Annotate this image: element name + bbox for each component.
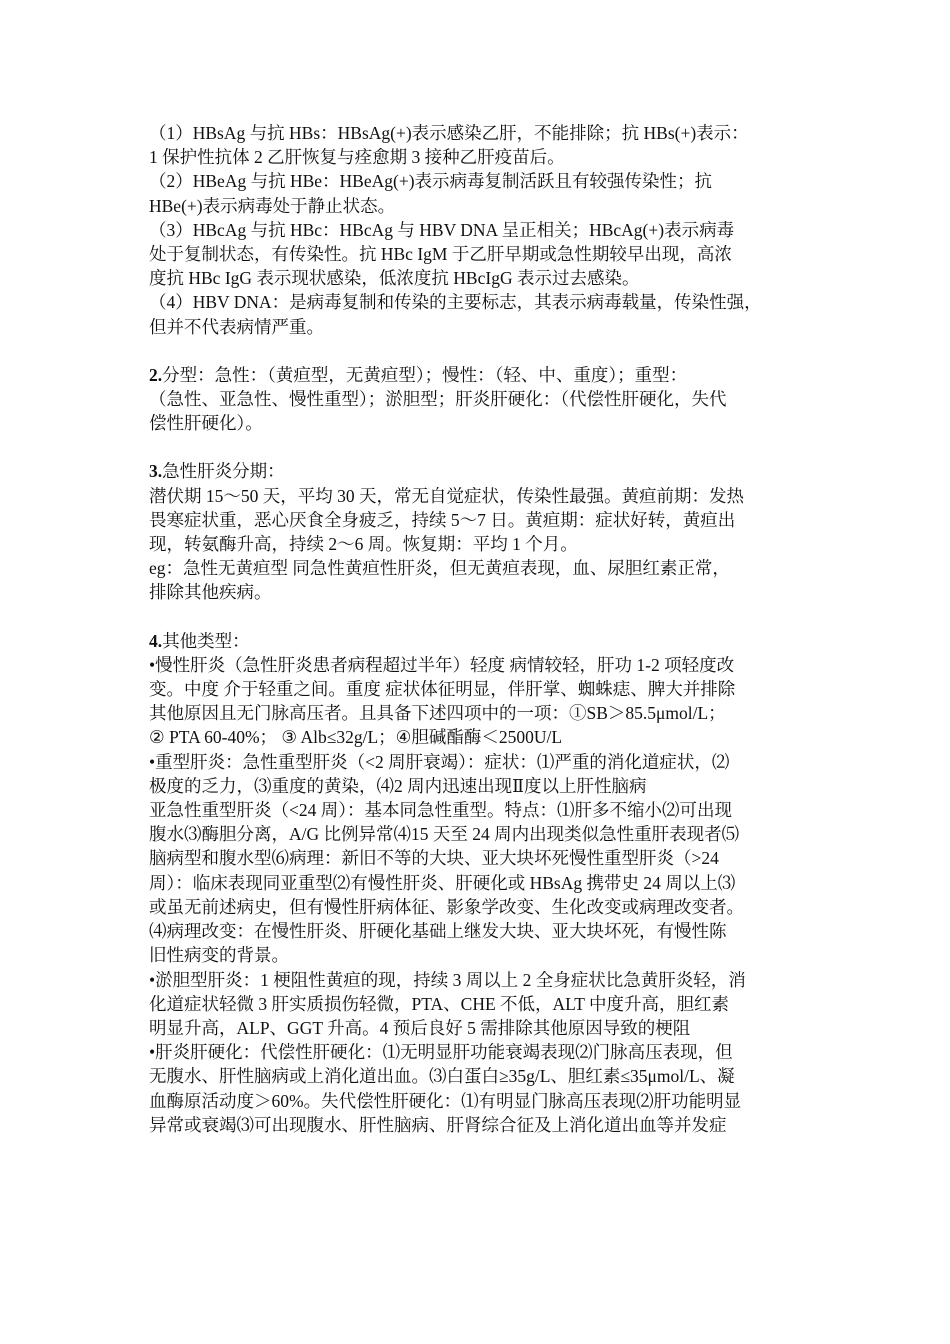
text-line: •肝炎肝硬化：代偿性肝硬化：⑴无明显肝功能衰竭表现⑵门脉高压表现，但 [149, 1042, 733, 1063]
paragraph-gap [149, 605, 829, 629]
text-line: 血酶原活动度＞60%。失代偿性肝硬化：⑴有明显门脉高压表现⑵肝功能明显 [149, 1090, 742, 1111]
section-number: 3. [149, 461, 163, 482]
text-line: （4）HBV DNA：是病毒复制和传染的主要标志，其表示病毒载量，传染性强， [149, 292, 762, 313]
section-classification [149, 363, 829, 436]
text-line: 异常或衰竭⑶可出现腹水、肝性脑病、肝肾综合征及上消化道出血等并发症 [149, 1114, 727, 1135]
paragraph-gap [149, 339, 829, 363]
text-line: •淤胆型肝炎：1 梗阻性黄疸的现，持续 3 周以上 2 全身症状比急黄肝炎轻，消 [149, 969, 746, 990]
text-line: （3）HBcAg 与抗 HBc：HBcAg 与 HBV DNA 呈正相关；HBcAg(+)表示病毒 [149, 219, 735, 240]
text-line: HBe(+)表示病毒处于静止状态。 [149, 195, 396, 216]
text-line: 畏寒症状重，恶心厌食全身疲乏，持续 5～7 日。黄疸期：症状好转，黄疸出 [149, 509, 736, 530]
section-other-types [149, 629, 829, 1137]
text-line: （急性、亚急性、慢性重型）；淤胆型；肝炎肝硬化：（代偿性肝硬化，失代 [149, 389, 727, 410]
text-line: 或虽无前述病史，但有慢性肝病体征、影象学改变、生化改变或病理改变者。 [149, 896, 744, 917]
text-line: ⑷病理改变：在慢性肝炎、肝硬化基础上继发大块、亚大块坏死，有慢性陈 [149, 921, 727, 942]
text-line: 1 保护性抗体 2 乙肝恢复与痊愈期 3 接种乙肝疫苗后。 [149, 147, 565, 168]
text-line: 现，转氨酶升高，持续 2～6 周。恢复期：平均 1 个月。 [149, 534, 578, 555]
text-line: •慢性肝炎（急性肝炎患者病程超过半年）轻度 病情较轻，肝功 1-2 项轻度改 [149, 654, 735, 675]
section-heading [149, 629, 829, 653]
text-line [149, 363, 829, 387]
text-line: 旧性病变的背景。 [149, 945, 289, 966]
text-line: （2）HBeAg 与抗 HBe：HBeAg(+)表示病毒复制活跃且有较强传染性；抗 [149, 171, 713, 192]
text-line: 度抗 HBc IgG 表示现状感染，低浓度抗 HBcIgG 表示过去感染。 [149, 268, 640, 289]
text-line: 极度的乏力，⑶重度的黄染，⑷2 周内迅速出现Ⅱ度以上肝性脑病 [149, 775, 647, 796]
text-line-body: 分型：急性：（黄疸型，无黄疸型）；慢性：（轻、中、重度）；重型： [162, 364, 688, 385]
text-line: 周）：临床表现同亚重型⑵有慢性肝炎、肝硬化或 HBsAg 携带史 24 周以上⑶ [149, 872, 736, 893]
text-line: 其他原因且无门脉高压者。且具备下述四项中的一项：①SB＞85.5μmol/L； [149, 703, 726, 724]
section-title: 急性肝炎分期： [162, 461, 285, 482]
document-page [149, 121, 829, 1137]
text-line: 处于复制状态，有传染性。抗 HBc IgM 于乙肝早期或急性期较早出现，高浓 [149, 244, 732, 265]
section-hbv-markers [149, 121, 829, 339]
text-line: •重型肝炎：急性重型肝炎（<2 周肝衰竭）：症状：⑴严重的消化道症状，⑵ [149, 751, 730, 772]
text-line: 化道症状轻微 3 肝实质损伤轻微，PTA、CHE 不低，ALT 中度升高，胆红素 [149, 993, 730, 1014]
text-line: ② PTA 60-40%； ③ Alb≤32g/L；④胆碱酯酶＜2500U/L [149, 727, 563, 748]
text-line: 但并不代表病情严重。 [149, 316, 324, 337]
text-line: 变。中度 介于轻重之间。重度 症状体征明显，伴肝掌、蜘蛛痣、脾大并排除 [149, 679, 736, 700]
text-line: 偿性肝硬化）。 [149, 413, 263, 434]
text-line: eg：急性无黄疸型 同急性黄疸性肝炎，但无黄疸表现，血、尿胆红素正常， [149, 558, 730, 579]
text-line: 腹水⑶酶胆分离，A/G 比例异常⑷15 天至 24 周内出现类似急性重肝表现者⑸ [149, 824, 740, 845]
section-acute-stages [149, 459, 829, 604]
text-line: 脑病型和腹水型⑹病理：新旧不等的大块、亚大块坏死慢性重型肝炎（>24 [149, 848, 719, 869]
section-number: 4. [149, 630, 163, 651]
text-line: 无腹水、肝性脑病或上消化道出血。⑶白蛋白≥35g/L、胆红素≤35μmol/L、凝 [149, 1066, 735, 1087]
text-line: 明显升高，ALP、GGT 升高。4 预后良好 5 需排除其他原因导致的梗阻 [149, 1017, 691, 1038]
section-heading [149, 459, 829, 483]
text-line: 排除其他疾病。 [149, 582, 272, 603]
text-line: 潜伏期 15～50 天，平均 30 天，常无自觉症状，传染性最强。黄疸前期：发热 [149, 485, 744, 506]
text-line: 亚急性重型肝炎（<24 周）：基本同急性重型。特点：⑴肝多不缩小⑵可出现 [149, 800, 732, 821]
section-number: 2. [149, 364, 163, 385]
paragraph-gap [149, 435, 829, 459]
section-title: 其他类型： [162, 630, 250, 651]
text-line: （1）HBsAg 与抗 HBs：HBsAg(+)表示感染乙肝，不能排除；抗 HBs(+)表示： [149, 123, 749, 143]
